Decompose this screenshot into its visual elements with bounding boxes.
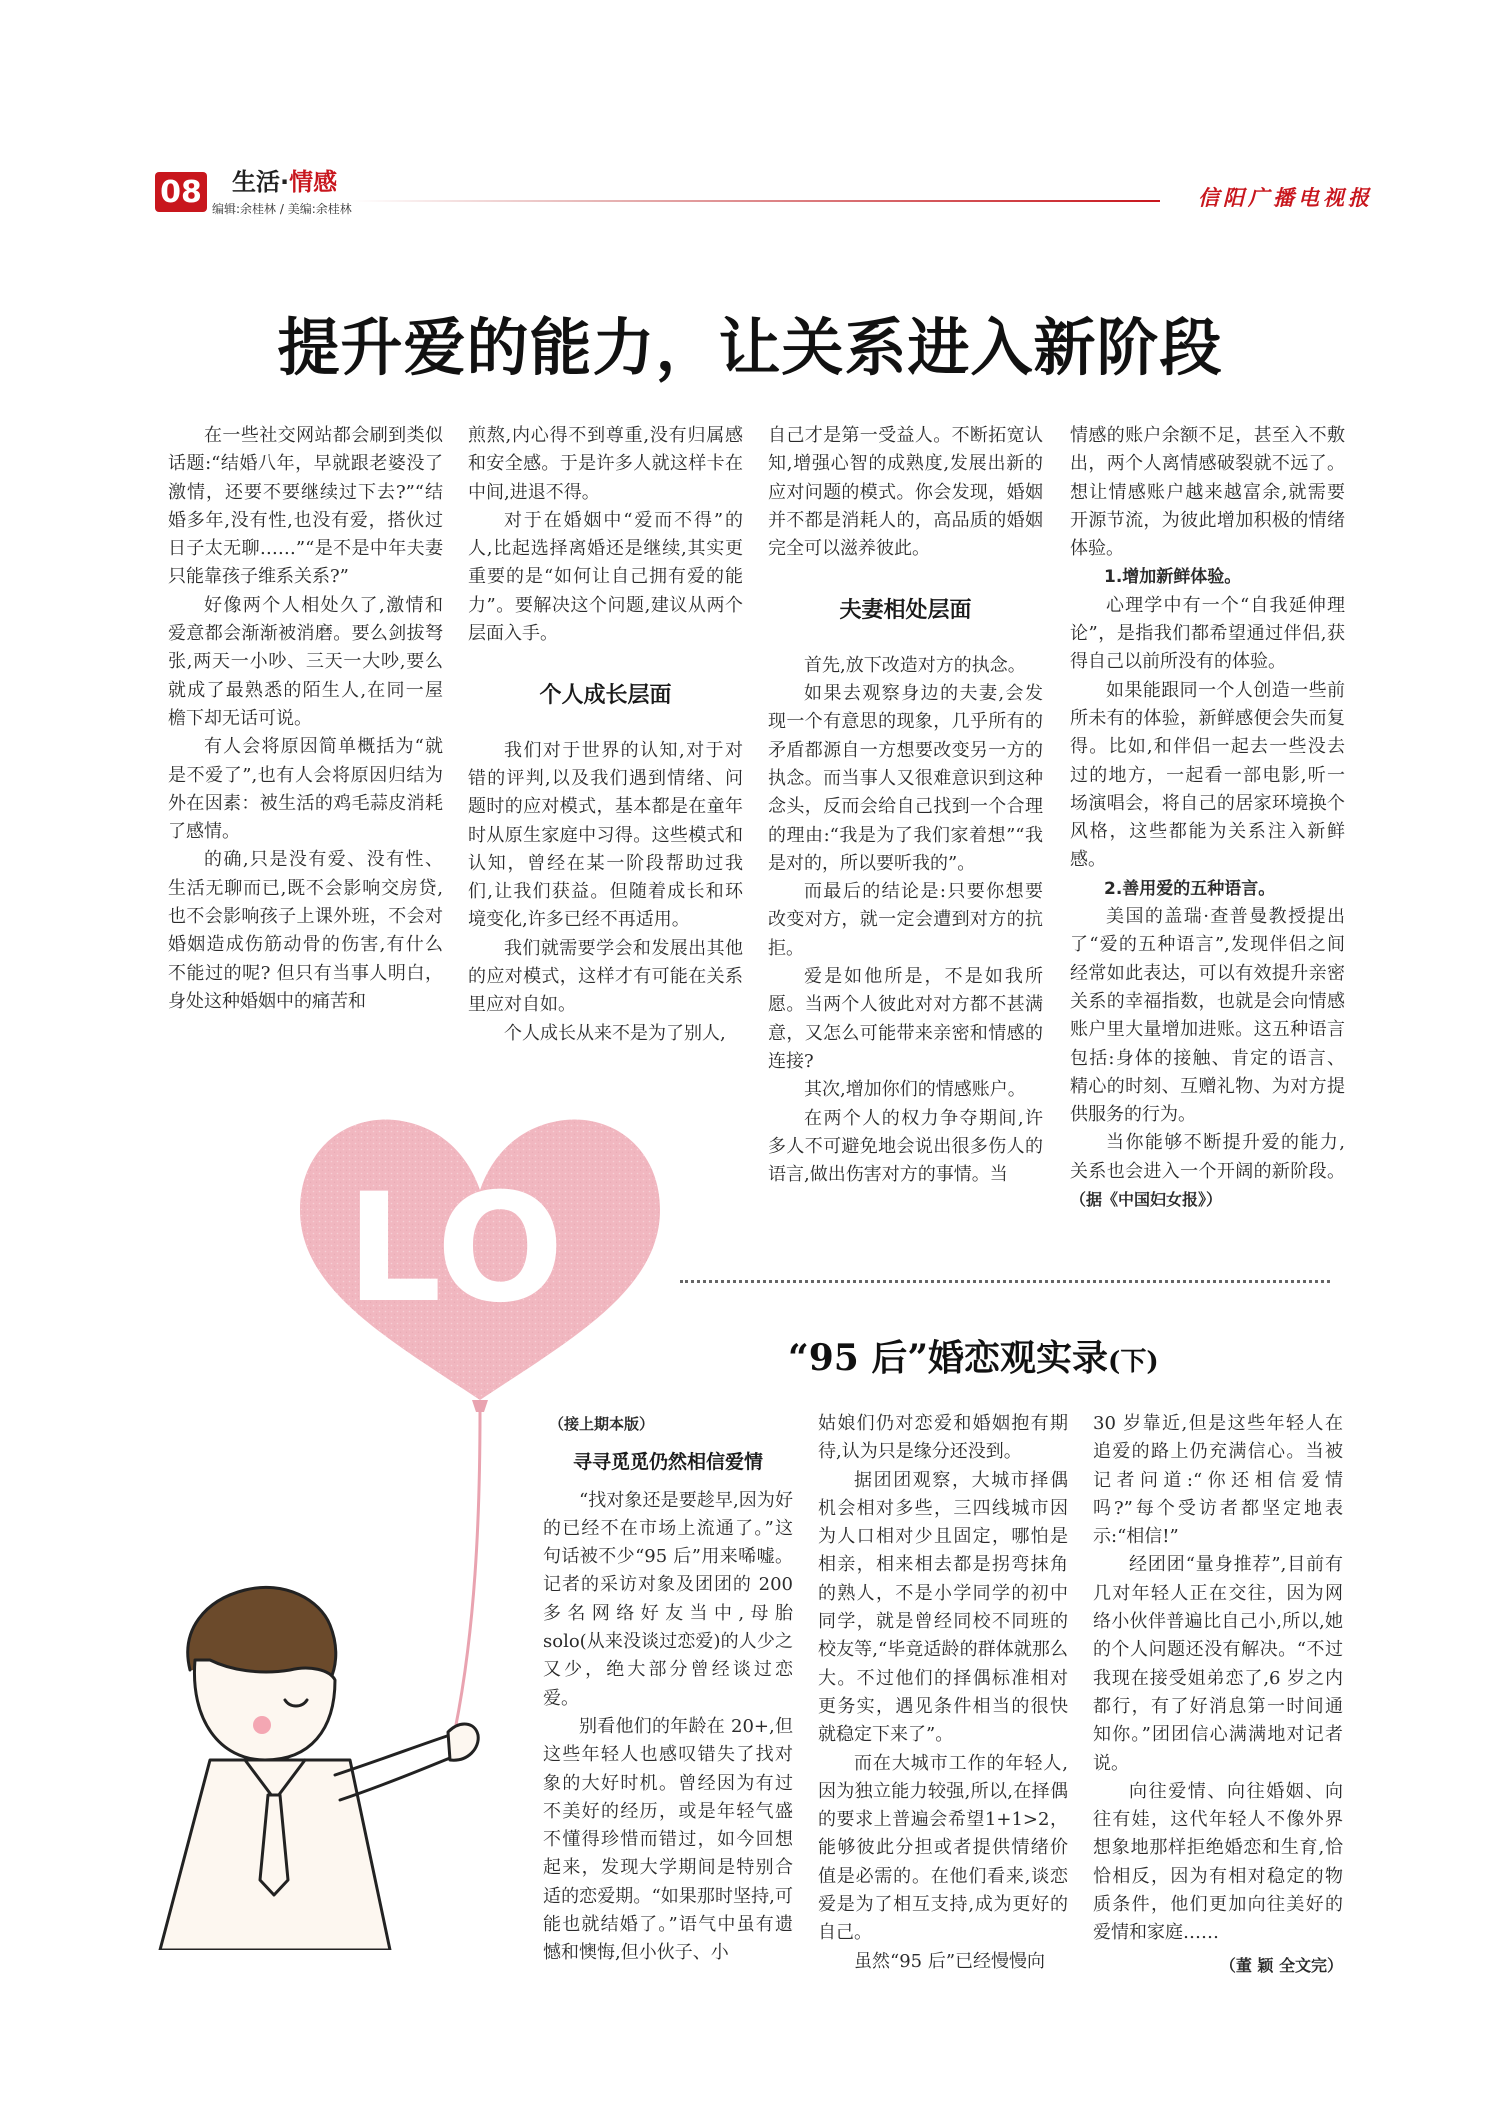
balloon-lettering: LO <box>346 1162 564 1336</box>
section-separator: · <box>280 168 290 196</box>
paragraph: 个人成长从来不是为了别人, <box>504 1022 726 1044</box>
paragraph: 我们对于世界的认知,对于对错的评判,以及我们遇到情绪、问题时的应对模式，基本都是在童年时从原生家庭中习得。这些模式和认知，曾经在某一阶段帮助过我们,让我们获益。但随着成长和环境变化,许多已经不再适用。 <box>468 739 743 931</box>
paragraph: 的确,只是没有爱、没有性、生活无聊而已,既不会影响交房贷,也不会影响孩子上课外班，不会对婚姻造成伤筋动骨的伤害,有什么不能过的呢? 但只有当事人明白，身处这种婚姻中的痛苦和 <box>168 849 443 1012</box>
newspaper-name: 信阳广播电视报 <box>1198 185 1373 210</box>
article1-column-4 <box>1070 422 1345 1214</box>
paragraph: 爱是如他所是，不是如我所愿。当两个人彼此对对方都不甚满意，又怎么可能带来亲密和情感的连接? <box>768 966 1043 1072</box>
paragraph: 向往爱情、向往婚姻、向往有娃，这代年轻人不像外界想象地那样拒绝婚恋和生育,恰恰相反，因为有相对稳定的物质条件，他们更加向往美好的爱情和家庭…… <box>1093 1780 1343 1944</box>
paragraph: 别看他们的年龄在 20+,但这些年轻人也感叹错失了找对象的大好时机。曾经因为有过不美好的经历，或是年轻气盛不懂得珍惜而错过，如今回想起来，发现大学期间是特别合适的恋爱期。“如果那时坚持,可能也就结婚了。”语气中虽有遗憾和懊悔,但小伙子、小 <box>543 1715 793 1964</box>
paragraph: 如果能跟同一个人创造一些前所未有的体验，新鲜感便会失而复得。比如,和伴侣一起去一些没去过的地方，一起看一部电影,听一场演唱会，将自己的居家环境换个风格，这些都能为关系注入新鲜感。 <box>1070 679 1345 871</box>
point-heading-2: 2.善用爱的五种语言。 <box>1104 878 1276 899</box>
article2-title-main: “95 后”婚恋观实录 <box>788 1337 1109 1379</box>
paragraph: 如果去观察身边的夫妻,会发现一个有意思的现象，几乎所有的矛盾都源自一方想要改变另一方的执念。而当事人又很难意识到这种念头，反而会给自己找到一个合理的理由:“我是为了我们家着想”“我是对的，所以要听我的”。 <box>768 683 1043 874</box>
paragraph: 在一些社交网站都会刷到类似话题:“结婚八年，早就跟老婆没了激情，还要不要继续过下去?”“结婚多年,没有性,也没有爱，搭伙过日子太无聊……”“是不是中年夫妻只能靠孩子维系关系?” <box>168 425 443 588</box>
article2-byline: （董 颖 全文完） <box>1219 1955 1343 1975</box>
article1-column-2 <box>468 422 743 1048</box>
paragraph: 据团团观察，大城市择偶机会相对多些，三四线城市因为人口相对少且固定，哪怕是相亲，相来相去都是拐弯抹角的熟人，不是小学同学的初中同学，就是曾经同校不同班的校友等,“毕竟适龄的群体就那么大。不过他们的择偶标准相对更务实，遇见条件相当的很快就稳定下来了”。 <box>818 1469 1068 1746</box>
paragraph: 首先,放下改造对方的执念。 <box>804 654 1026 676</box>
balloon-string <box>455 1412 480 1730</box>
paragraph: 煎熬,内心得不到尊重,没有归属感和安全感。于是许多人就这样卡在中间,进退不得。 <box>468 425 743 503</box>
paragraph: 而在大城市工作的年轻人,因为独立能力较强,所以,在择偶的要求上普遍会希望1+1>2，能够彼此分担或者提供情绪价值是必需的。在他们看来,谈恋爱是为了相互支持,成为更好的自己。 <box>818 1752 1068 1944</box>
paragraph: 好像两个人相处久了,激情和爱意都会渐渐被消磨。要么剑拔弩张,两天一小吵、三天一大吵,要么就成了最熟悉的陌生人,在同一屋檐下却无话可说。 <box>168 594 443 729</box>
article-title: 提升爱的能力，让关系进入新阶段 <box>277 311 1223 384</box>
paragraph: 虽然“95 后”已经慢慢向 <box>854 1950 1046 1972</box>
article2-title <box>788 1330 1159 1381</box>
paragraph: 而最后的结论是:只要你想要改变对方，就一定会遭到对方的抗拒。 <box>768 881 1043 959</box>
article2-column-3 <box>1093 1410 1343 1980</box>
section-title <box>232 162 337 197</box>
page-number: 08 <box>155 172 207 212</box>
paragraph: 情感的账户余额不足，甚至入不敷出，两个人离情感破裂就不远了。想让情感账户越来越富余,就需要开源节流，为彼此增加积极的情绪体验。 <box>1070 425 1345 560</box>
paragraph: 对于在婚姻中“爱而不得”的人,比起选择离婚还是继续,其实更重要的是“如何让自己拥有爱的能力”。要解决这个问题,建议从两个层面入手。 <box>468 509 743 645</box>
paragraph: 有人会将原因简单概括为“就是不爱了”,也有人会将原因归结为外在因素：被生活的鸡毛蒜皮消耗了感情。 <box>168 736 443 843</box>
paragraph: “找对象还是要趁早,因为好的已经不在市场上流通了。”这句话被不少“95 后”用来唏嘘。记者的采访对象及团团的 200 多名网络好友当中,母胎 solo(从来没谈过恋爱)的人少之又少，绝大部分曾经谈过恋爱。 <box>543 1489 793 1709</box>
paragraph: 其次,增加你们的情感账户。 <box>804 1079 1026 1101</box>
paragraph: 美国的盖瑞·查普曼教授提出了“爱的五种语言”,发现伴侣之间经常如此表达，可以有效提升亲密关系的幸福指数，也就是会向情感账户里大量增加进账。这五种语言包括:身体的接触、肯定的语言、精心的时刻、互赠礼物、为对方提供服务的行为。 <box>1070 906 1345 1126</box>
subheading-couple: 夫妻相处层面 <box>839 598 972 624</box>
paragraph: 心理学中有一个“自我延伸理论”，是指我们都希望通过伴侣,获得自己以前所没有的体验。 <box>1070 594 1345 673</box>
paragraph-text: 当你能够不断提升爱的能力,关系也会进入一个开阔的新阶段。 <box>1070 1132 1345 1182</box>
article-source: （据《中国妇女报》） <box>1070 1190 1223 1210</box>
article2-column-1 <box>543 1410 793 1968</box>
continued-note: （接上期本版） <box>549 1415 655 1433</box>
paragraph: 30 岁靠近,但是这些年轻人在追爱的路上仍充满信心。当被记者问道:“你还相信爱情吗?”每个受访者都坚定地表示:“相信!” <box>1093 1413 1343 1548</box>
boy-illustration <box>160 1587 478 1950</box>
paragraph: 我们就需要学会和发展出其他的应对模式，这样才有可能在关系里应对自如。 <box>468 937 743 1016</box>
section-main: 生活 <box>232 168 280 196</box>
point-heading-1: 1.增加新鲜体验。 <box>1104 567 1242 588</box>
article2-subheading: 寻寻觅觅仍然相信爱情 <box>572 1451 763 1474</box>
paragraph: 经团团“量身推荐”,目前有几对年轻人正在交往，因为网络小伙伴普遍比自己小,所以,她的个人问题还没有解决。“不过我现在接受姐弟恋了,6 岁之内都行，有了好消息第一时间通知你。”团团信心满满地对记者说。 <box>1093 1554 1343 1774</box>
article1-column-3 <box>768 422 1043 1189</box>
subheading-personal-growth: 个人成长层面 <box>539 683 672 709</box>
paragraph: 自己才是第一受益人。不断拓宽认知,增强心智的成熟度,发展出新的应对问题的模式。你会发现，婚姻并不都是消耗人的，高品质的婚姻完全可以滋养彼此。 <box>768 425 1043 560</box>
section-divider <box>680 1280 1330 1283</box>
article1-column-1 <box>168 422 443 1016</box>
editor-credits: 编辑:余桂林 / 美编:余桂林 <box>212 202 352 216</box>
paragraph: 在两个人的权力争夺期间,许多人不可避免地会说出很多伤人的语言,做出伤害对方的事情。当 <box>768 1107 1043 1186</box>
paragraph: 姑娘们仍对恋爱和婚姻抱有期待,认为只是缘分还没到。 <box>818 1413 1068 1463</box>
paragraph <box>1070 1129 1345 1214</box>
article2-title-part: (下) <box>1108 1347 1159 1377</box>
section-accent: 情感 <box>289 168 338 196</box>
header-rule <box>350 200 1160 202</box>
article2-column-2 <box>818 1410 1068 1976</box>
